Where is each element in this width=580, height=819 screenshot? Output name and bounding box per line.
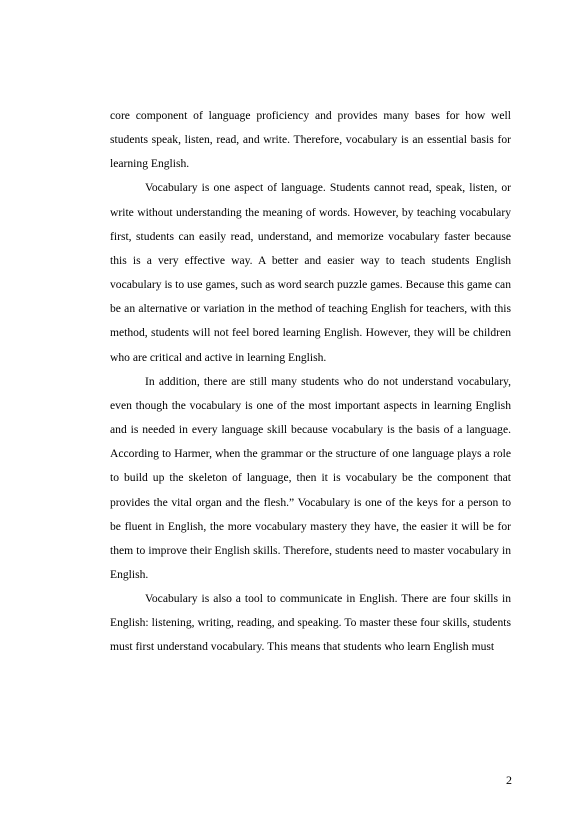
paragraph-vocabulary-aspect: Vocabulary is one aspect of language. Students cannot read, speak, listen, or write without understanding the meaning of words. However, by teaching vocabulary first, students can easily read, understand, and memorize vocabulary faster because this is a very effective way. A better and easier way to teach students English vocabulary is to use games, such as word search puzzle games. Because this game can be an alternative or variation in the method of teaching English for teachers, with this method, students will not feel bored learning English. However, they will be children who are critical and active in learning English. [110, 181, 511, 364]
document-body [110, 104, 511, 660]
paragraph-continuation: core component of language proficiency and provides many bases for how well students speak, listen, read, and write. Therefore, vocabulary is an essential basis for learning English. [110, 109, 511, 171]
paragraph-communication-tool: Vocabulary is also a tool to communicate in English. There are four skills in English: listening, writing, reading, and speaking. To master these four skills, students must first understand vocabulary. This means that students who learn English must [110, 592, 511, 654]
paragraph-students-understanding: In addition, there are still many students who do not understand vocabulary, even though the vocabulary is one of the most important aspects in learning English and is needed in every language skill because vocabulary is the basis of a language. According to Harmer, when the grammar or the structure of one language plays a role to build up the skeleton of language, then it is vocabulary be the component that provides the vital organ and the flesh.” Vocabulary is one of the keys for a person to be fluent in English, the more vocabulary mastery they have, the easier it will be for them to improve their English skills. Therefore, students need to master vocabulary in English. [110, 374, 511, 581]
page-number: 2 [506, 773, 512, 787]
